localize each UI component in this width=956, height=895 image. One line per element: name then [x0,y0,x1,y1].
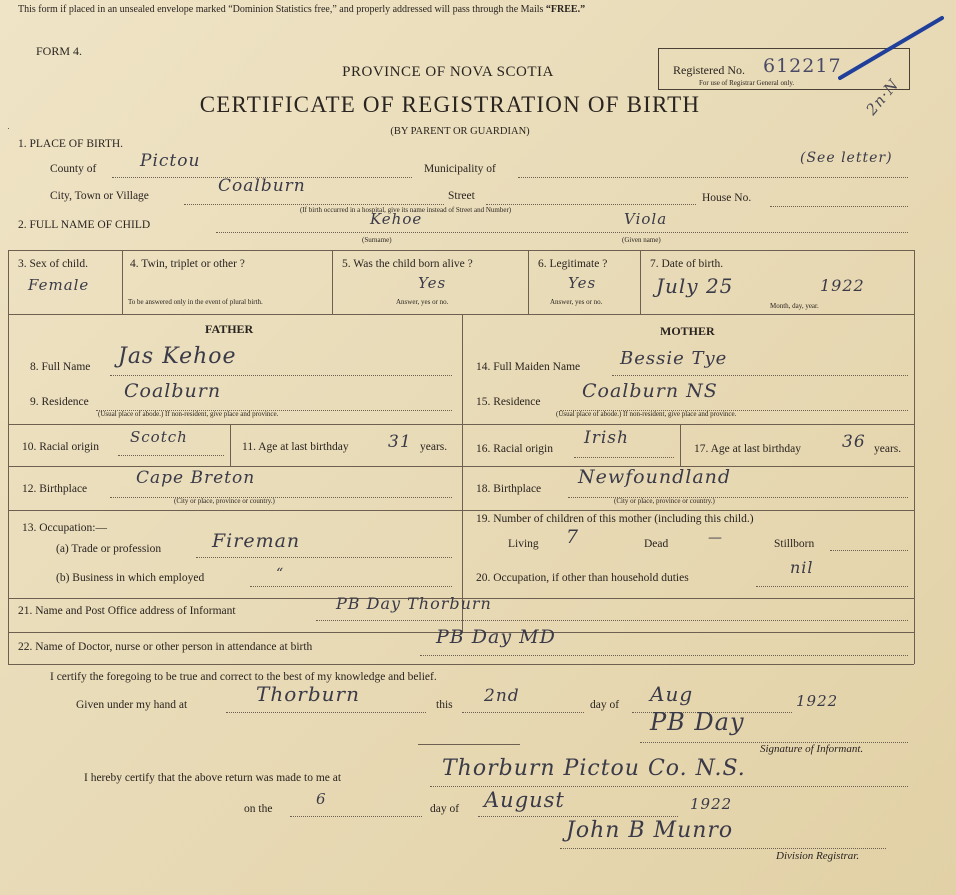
informant-signature-label: Signature of Informant. [760,743,864,755]
registered-number: 612217 [763,55,842,77]
mother-occupation-line [756,586,908,587]
mother-occupation-value: nil [790,558,814,577]
father-birthplace-line [110,497,452,498]
dead-value: — [708,530,723,546]
divider [8,424,462,425]
mother-residence-label: 15. Residence [476,396,541,408]
twin-label: 4. Twin, triplet or other ? [130,258,245,270]
mother-age-label: 17. Age at last birthday [694,443,801,455]
mother-occupation-label: 20. Occupation, if other than household duties [476,572,689,584]
stillborn-line [830,550,908,551]
county-label: County of [50,163,97,175]
form-number: FORM 4. [36,44,83,58]
given-place: Thorburn [256,682,360,706]
father-birthplace-note: (City or place, province or country.) [174,497,275,505]
alive-note: Answer, yes or no. [396,298,449,306]
registrar-day: 6 [316,790,327,808]
father-name-value: Jas Kehoe [118,344,237,369]
mother-birthplace-note: (City or place, province or country.) [614,497,715,505]
father-residence-note: (Usual place of abode.) If non-resident, give place and province. [98,410,279,418]
mother-residence-note: (Usual place of abode.) If non-resident, give place and province. [556,410,737,418]
legit-note: Answer, yes or no. [550,298,603,306]
street-line [486,204,696,205]
registrar-note: For use of Registrar General only. [699,79,795,87]
dead-label: Dead [644,538,669,550]
divider [8,250,914,251]
father-racial-value: Scotch [130,428,188,446]
divider [640,250,641,314]
trade-label: (a) Trade or profession [56,543,162,555]
legit-value: Yes [568,274,597,292]
given-place-line [226,712,426,713]
divider [122,250,123,314]
father-age-label: 11. Age at last birthday [242,441,349,453]
mother-birthplace-value: Newfoundland [578,466,732,488]
municipality-value: (See letter) [800,150,893,166]
street-label: Street [448,190,475,202]
margin-mark: 2n·N [862,75,903,119]
father-racial-line [118,455,224,456]
trade-value: Fireman [212,530,301,552]
divider [680,424,681,466]
divider [8,664,914,665]
house-label: House No. [702,192,752,204]
business-value: “ [276,566,285,582]
divider [462,424,914,425]
registrar-statement: I hereby certify that the above return was made to me at [84,772,342,784]
registrar-month: August [484,788,565,812]
given-day-line [462,712,584,713]
sex-value: Female [28,276,90,294]
page-title: CERTIFICATE OF REGISTRATION OF BIRTH [199,92,701,117]
registrar-year: 1922 [690,795,733,813]
year-value: 1922 [820,276,865,295]
province-heading: PROVINCE OF NOVA SCOTIA [342,64,554,80]
living-value: 7 [566,526,580,548]
child-surname-value: Kehoe [370,210,423,228]
doctor-value: PB Day MD [436,626,556,648]
mail-note [18,4,585,15]
father-racial-label: 10. Racial origin [22,441,99,453]
divider [418,744,520,745]
given-month: Aug [650,682,694,706]
given-year: 1922 [796,692,839,710]
twin-note: To be answered only in the event of plural birth. [128,298,263,306]
frame-left [8,250,9,664]
father-residence-label: 9. Residence [30,396,89,408]
certify-statement: I certify the foregoing to be true and correct to the best of my knowledge and belief. [50,671,437,683]
registrar-signature: John B Munro [566,818,734,843]
hospital-note: (If birth occurred in a hospital, give its name instead of Street and Number) [300,206,512,214]
frame-right [914,250,915,664]
children-label: 19. Number of children of this mother (including this child.) [476,513,754,525]
registrar-day-line [290,816,422,817]
father-age-years: years. [420,441,448,453]
house-line [770,206,908,207]
legit-label: 6. Legitimate ? [538,258,608,270]
given-label: Given under my hand at [76,699,188,711]
on-the-label: on the [244,803,273,815]
mail-note-text: This form if placed in an unsealed envelope marked “Dominion Statistics free,” and properly addressed will pass through the Mails [18,4,544,15]
child-name-line [216,232,908,233]
registrar-month-line [478,816,678,817]
date-note: Month, day, year. [770,302,819,310]
divider [332,250,333,314]
mother-birthplace-label: 18. Birthplace [476,483,542,495]
mother-age-value: 36 [842,432,866,452]
divider [8,314,914,315]
father-age-value: 31 [388,432,412,452]
father-name-label: 8. Full Name [30,361,91,373]
divider [230,424,231,466]
divider [8,466,462,467]
parents-divider [462,314,463,632]
date-value: July 25 [656,274,734,298]
this-label: this [436,699,453,711]
business-line [250,586,452,587]
registrar-signature-label: Division Registrar. [776,850,860,862]
city-label: City, Town or Village [50,190,149,202]
sex-label: 3. Sex of child. [18,258,88,270]
father-name-line [110,375,452,376]
mother-racial-label: 16. Racial origin [476,443,553,455]
business-label: (b) Business in which employed [56,572,205,584]
divider [8,510,462,511]
page-subtitle: (BY PARENT OR GUARDIAN) [390,126,530,137]
registrar-place: Thorburn Pictou Co. N.S. [442,756,746,781]
mother-heading: MOTHER [660,324,715,338]
father-birthplace-value: Cape Breton [136,468,256,488]
county-value: Pictou [140,151,201,171]
city-value: Coalburn [218,176,306,196]
mother-name-value: Bessie Tye [620,348,728,369]
given-note: (Given name) [622,236,661,244]
alive-value: Yes [418,274,447,292]
alive-label: 5. Was the child born alive ? [342,258,473,270]
informant-value: PB Day Thorburn [336,594,492,613]
divider [462,510,914,511]
municipality-line [518,177,908,178]
municipality-label: Municipality of [424,163,496,175]
occupation-label: 13. Occupation:— [22,522,107,534]
frame-corner [8,128,9,129]
informant-signature: PB Day [650,708,745,736]
surname-note: (Surname) [362,236,392,244]
informant-label: 21. Name and Post Office address of Informant [18,605,236,617]
living-label: Living [508,538,539,550]
city-line [184,204,444,205]
registrar-signature-line [560,848,886,849]
place-of-birth-label: 1. PLACE OF BIRTH. [18,138,124,150]
registrar-place-line [430,786,908,787]
date-label: 7. Date of birth. [650,258,724,270]
child-name-label: 2. FULL NAME OF CHILD [18,219,151,231]
mother-racial-value: Irish [584,428,629,448]
mother-name-label: 14. Full Maiden Name [476,361,581,373]
day-of-label: day of [590,699,620,711]
registrar-day-of: day of [430,803,460,815]
divider [528,250,529,314]
informant-line [316,620,908,621]
doctor-label: 22. Name of Doctor, nurse or other person in attendance at birth [18,641,313,653]
father-residence-value: Coalburn [124,380,222,402]
trade-line [196,557,452,558]
child-given-value: Viola [624,210,668,228]
mother-age-years: years. [874,443,902,455]
given-day: 2nd [484,686,520,706]
mother-name-line [612,375,908,376]
mother-racial-line [574,457,674,458]
father-heading: FATHER [205,322,254,336]
father-birthplace-label: 12. Birthplace [22,483,88,495]
blue-pencil-mark [838,12,948,82]
registered-label: Registered No. [673,63,745,77]
stillborn-label: Stillborn [774,538,815,550]
mother-residence-value: Coalburn NS [582,380,718,402]
doctor-line [420,655,908,656]
mail-note-free: “FREE.” [545,4,586,15]
